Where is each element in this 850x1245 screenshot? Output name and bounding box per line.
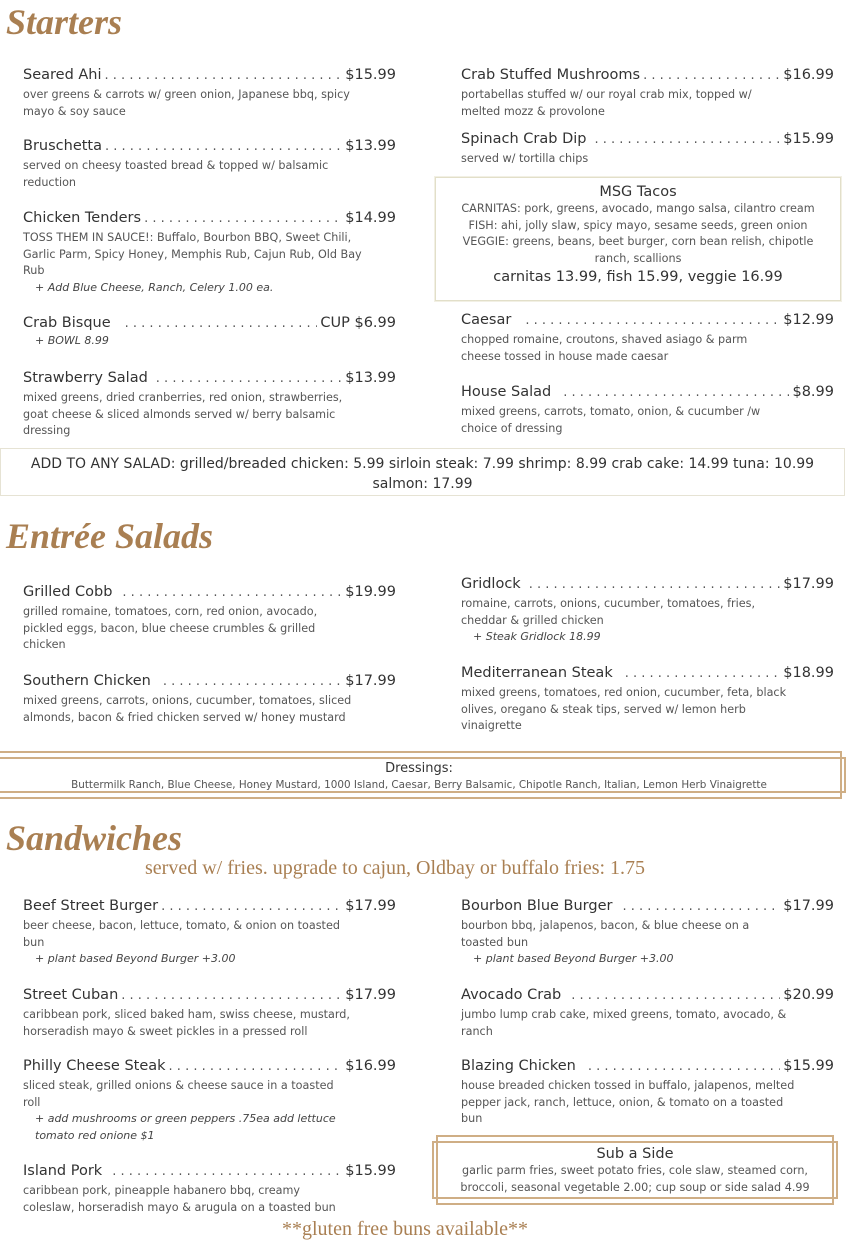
item-description: portabellas stuffed w/ our royal crab mix, topped w/ melted mozz & provolone (461, 88, 752, 118)
menu-item (461, 664, 834, 735)
item-description: mixed greens, dried cranberries, red onion, strawberries, goat cheese & sliced almonds served w/ berry balsamic dressing (23, 391, 343, 437)
menu-item (23, 314, 396, 350)
leader-dots (529, 576, 781, 594)
item-description: served on cheesy toasted bread & topped w/ balsamic reduction (23, 159, 329, 189)
item-name: Avocado Crab (461, 987, 562, 1003)
menu-item (23, 672, 396, 726)
sandwiches-subtitle: served w/ fries. upgrade to cajun, Oldbay or buffalo fries: 1.75 (145, 857, 646, 879)
menu-item (23, 583, 396, 654)
leader-dots (525, 312, 780, 330)
item-addon: + Steak Gridlock 18.99 (473, 630, 601, 643)
leader-dots (163, 673, 342, 691)
sub-side-text: garlic parm fries, sweet potato fries, cole slaw, steamed corn, broccoli, seasonal vegetable 2.00; cup soup or side salad 4.99 (460, 1164, 810, 1194)
item-price: $17.99 (345, 987, 396, 1003)
salad-addons-text: ADD TO ANY SALAD: grilled/breaded chicken: 5.99 sirloin steak: 7.99 shrimp: 8.99 crab cake: 14.99 tuna: 10.99 salmon: 17.99 (30, 456, 815, 492)
dressings-title: Dressings: (385, 761, 453, 776)
item-name: Bruschetta (23, 138, 102, 154)
item-name: Gridlock (461, 576, 521, 592)
item-price: $15.99 (783, 1058, 834, 1074)
section-title-sandwiches: Sandwiches (6, 818, 183, 858)
item-price: $19.99 (345, 584, 396, 600)
leader-dots (625, 665, 781, 683)
item-price: CUP $6.99 (320, 315, 396, 331)
item-name: Caesar (461, 312, 512, 328)
gluten-free-note: **gluten free buns available** (282, 1218, 529, 1240)
section-title-entree-salads: Entrée Salads (6, 516, 214, 556)
item-name: Beef Street Burger (23, 898, 159, 914)
leader-dots (122, 584, 342, 602)
item-name: House Salad (461, 384, 552, 400)
leader-dots (125, 315, 318, 333)
leader-dots (571, 987, 780, 1005)
item-price: $13.99 (345, 138, 396, 154)
dressings-list: Buttermilk Ranch, Blue Cheese, Honey Mustard, 1000 Island, Caesar, Berry Balsamic, Chipotle Ranch, Italian, Lemon Herb Vinaigrette (71, 779, 767, 791)
menu-item (461, 383, 834, 437)
tacos-line-carnitas: CARNITAS: pork, greens, avocado, mango salsa, cilantro cream (461, 202, 815, 215)
item-name: Blazing Chicken (461, 1058, 576, 1074)
leader-dots (622, 898, 780, 916)
item-description: grilled romaine, tomatoes, corn, red onion, avocado, pickled eggs, bacon, blue cheese crumbles & grilled chicken (23, 605, 318, 651)
menu-item (461, 311, 834, 365)
item-name: Street Cuban (23, 987, 119, 1003)
item-addon: + plant based Beyond Burger +3.00 (473, 952, 674, 965)
item-addon: + Add Blue Cheese, Ranch, Celery 1.00 ea. (35, 280, 274, 294)
item-description: mixed greens, carrots, onions, cucumber, tomatoes, sliced almonds, bacon & fried chicken served w/ honey mustard (23, 694, 352, 724)
item-price: $15.99 (345, 67, 396, 83)
item-name: Seared Ahi (23, 67, 102, 83)
item-name: Mediterranean Steak (461, 665, 613, 681)
leader-dots (105, 67, 343, 85)
menu-item (461, 66, 834, 120)
tacos-prices: carnitas 13.99, fish 15.99, veggie 16.99 (493, 269, 783, 285)
leader-dots (105, 138, 342, 156)
tacos-line-veggie: VEGGIE: greens, beans, beet burger, corn bean relish, chipotle ranch, scallions (462, 235, 814, 265)
item-price: $15.99 (345, 1163, 396, 1179)
tacos-title: MSG Tacos (599, 184, 677, 200)
msg-tacos-box (435, 177, 841, 301)
item-description: romaine, carrots, onions, cucumber, tomatoes, fries, cheddar & grilled chicken (461, 597, 756, 627)
item-description: beer cheese, bacon, lettuce, tomato, & onion on toasted bun (23, 919, 340, 949)
menu-item (461, 1057, 834, 1128)
menu-item (23, 369, 396, 440)
item-price: $20.99 (783, 987, 834, 1003)
item-description: sliced steak, grilled onions & cheese sauce in a toasted roll (23, 1079, 334, 1109)
leader-dots (594, 131, 780, 149)
item-price: $12.99 (783, 312, 834, 328)
item-name: Southern Chicken (23, 673, 151, 689)
leader-dots (169, 1058, 343, 1076)
menu-item (461, 575, 834, 646)
item-name: Grilled Cobb (23, 584, 113, 600)
menu-item (461, 130, 834, 168)
item-price: $16.99 (345, 1058, 396, 1074)
leader-dots (156, 370, 342, 388)
item-addon: + add mushrooms or green peppers .75ea add lettuce tomato red onione $1 (35, 1112, 336, 1142)
item-name: Strawberry Salad (23, 370, 148, 386)
menu-item (461, 897, 834, 968)
item-name: Island Pork (23, 1163, 103, 1179)
dressings-box (0, 751, 842, 799)
item-name: Bourbon Blue Burger (461, 898, 613, 914)
item-name: Chicken Tenders (23, 210, 142, 226)
item-description: chopped romaine, croutons, shaved asiago & parm cheese tossed in house made caesar (461, 333, 748, 363)
item-name: Philly Cheese Steak (23, 1058, 166, 1074)
item-price: $17.99 (345, 673, 396, 689)
item-name: Crab Bisque (23, 315, 111, 331)
item-price: $17.99 (783, 576, 834, 592)
item-price: $18.99 (783, 665, 834, 681)
item-description: mixed greens, carrots, tomato, onion, & cucumber /w choice of dressing (461, 405, 761, 435)
menu-item (23, 986, 396, 1040)
item-description: caribbean pork, pineapple habanero bbq, creamy coleslaw, horseradish mayo & arugula on a toasted bun (23, 1184, 336, 1214)
item-description: bourbon bbq, jalapenos, bacon, & blue cheese on a toasted bun (461, 919, 750, 949)
salad-addons-box (0, 448, 845, 496)
menu-item (23, 66, 396, 120)
leader-dots (643, 67, 780, 85)
leader-dots (588, 1058, 780, 1076)
menu-item (23, 209, 396, 296)
leader-dots (144, 210, 342, 228)
item-price: $13.99 (345, 370, 396, 386)
item-description: over greens & carrots w/ green onion, Japanese bbq, spicy mayo & soy sauce (23, 88, 350, 118)
item-price: $8.99 (792, 384, 834, 400)
item-price: $16.99 (783, 67, 834, 83)
leader-dots (121, 987, 342, 1005)
menu-item (461, 986, 834, 1040)
tacos-line-fish: FISH: ahi, jolly slaw, spicy mayo, sesame seeds, green onion (468, 218, 808, 232)
menu-item (23, 897, 396, 968)
item-description: TOSS THEM IN SAUCE!: Buffalo, Bourbon BBQ, Sweet Chili, Garlic Parm, Spicy Honey, Memphis Rub, Cajun Rub, Old Bay Rub (23, 231, 362, 277)
leader-dots (563, 384, 789, 402)
item-name: Spinach Crab Dip (461, 131, 587, 147)
menu-item (23, 1162, 396, 1216)
menu-item (23, 1057, 396, 1144)
item-price: $17.99 (345, 898, 396, 914)
item-addon: + BOWL 8.99 (35, 334, 109, 347)
leader-dots (112, 1163, 342, 1181)
item-addon: + plant based Beyond Burger +3.00 (35, 952, 236, 965)
item-description: mixed greens, tomatoes, red onion, cucumber, feta, black olives, oregano & steak tips, served w/ lemon herb vinaigrette (461, 686, 787, 732)
item-price: $17.99 (783, 898, 834, 914)
sub-side-title: Sub a Side (596, 1146, 674, 1162)
leader-dots (161, 898, 342, 916)
item-description: caribbean pork, sliced baked ham, swiss cheese, mustard, horseradish mayo & sweet pickles in a pressed roll (23, 1008, 350, 1038)
section-title-starters: Starters (6, 2, 123, 42)
item-description: jumbo lump crab cake, mixed greens, tomato, avocado, & ranch (461, 1008, 787, 1038)
item-description: served w/ tortilla chips (461, 152, 589, 165)
item-description: house breaded chicken tossed in buffalo, jalapenos, melted pepper jack, ranch, lettuce, onion, & tomato on a toasted bun (461, 1079, 795, 1125)
item-price: $15.99 (783, 131, 834, 147)
sub-a-side-box (436, 1135, 834, 1205)
menu-item (23, 137, 396, 191)
item-name: Crab Stuffed Mushrooms (461, 67, 641, 83)
item-price: $14.99 (345, 210, 396, 226)
